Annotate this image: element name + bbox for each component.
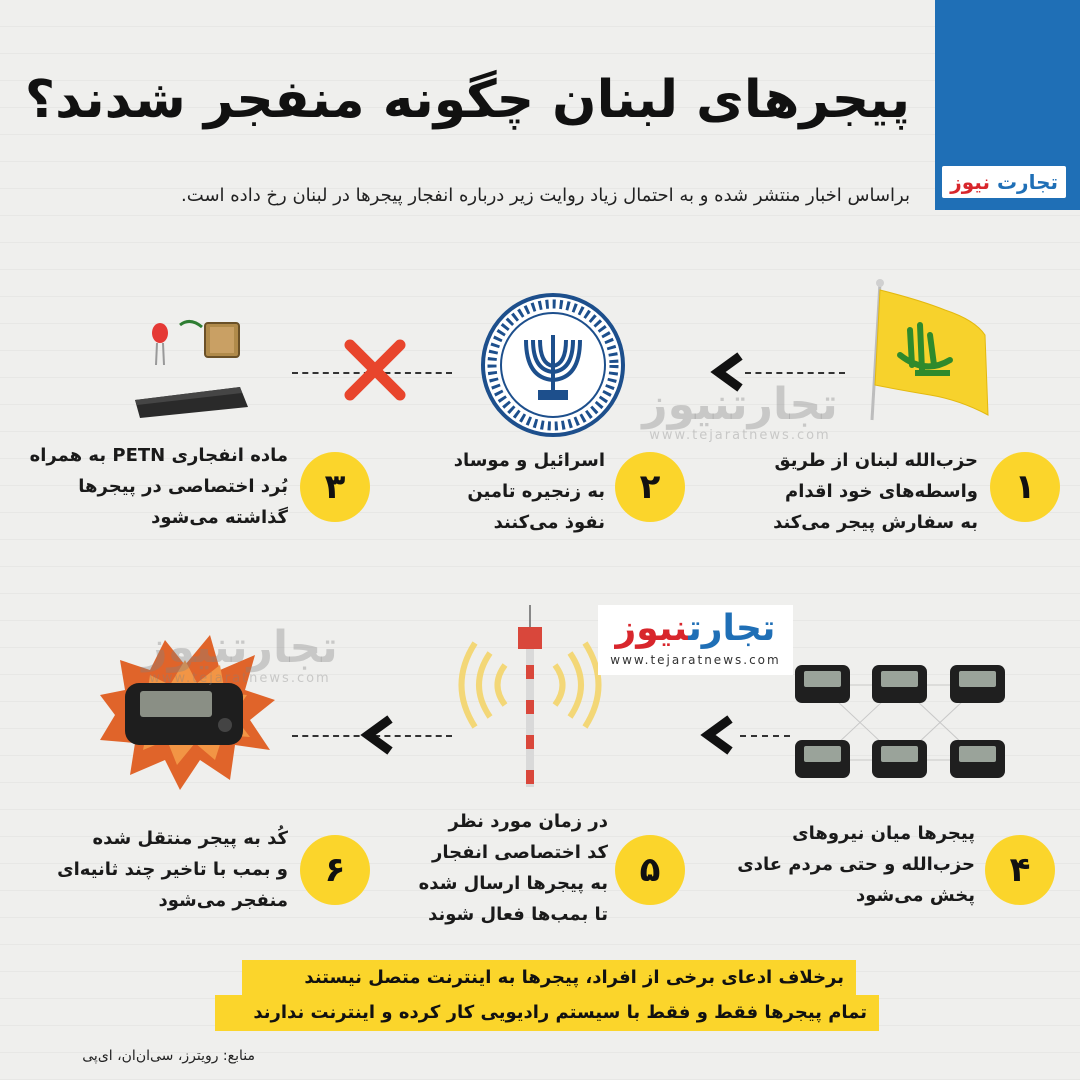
- watermark: [615, 379, 865, 443]
- pager-network-icon: [790, 660, 1010, 790]
- hezbollah-flag-icon: [850, 275, 995, 425]
- chevron-left-icon: [358, 715, 398, 755]
- connector-dash-1-2: [745, 372, 845, 374]
- step-4-line-1: پیجرها میان نیروهای: [792, 823, 975, 844]
- step-4-text: [715, 818, 975, 911]
- step-3-line-2: بُرد اختصاصی در پیجرها: [78, 476, 288, 497]
- step-2-line-1: اسرائیل و موساد: [453, 450, 605, 471]
- step-2-line-3: نفوذ می‌کنند: [493, 512, 605, 533]
- connector-dash-4-5: [740, 735, 790, 737]
- chevron-left-icon: [698, 715, 738, 755]
- watermark-name-1: تجارت: [731, 379, 838, 430]
- brand-logo: [942, 166, 1066, 198]
- step-1-line-3: به سفارش پیجر می‌کند: [773, 512, 978, 533]
- step-2-text: [410, 445, 605, 538]
- watermark: [110, 622, 370, 686]
- step-3-number: ۳: [300, 452, 370, 522]
- brand-logo-center: [598, 605, 793, 675]
- watermark-2-name-1: تجارت: [231, 622, 338, 673]
- step-4-line-2: حزب‌الله و حتی مردم عادی: [737, 854, 975, 875]
- watermark-2-url: www.tejaratnews.com: [149, 671, 331, 686]
- brand-box: [935, 0, 1080, 210]
- mossad-emblem-icon: [478, 290, 628, 440]
- page-subtitle: براساس اخبار منتشر شده و به احتمال زیاد روایت زیر درباره انفجار پیجرها در لبنان رخ داده است.: [181, 185, 910, 206]
- note-line-2: تمام پیجرها فقط و فقط با سیستم رادیویی کار کرده و اینترنت ندارند: [215, 995, 879, 1031]
- watermark-url: www.tejaratnews.com: [649, 428, 831, 443]
- step-3-line-3: گذاشته می‌شود: [151, 507, 288, 528]
- step-4-number: ۴: [985, 835, 1055, 905]
- step-6-line-3: منفجر می‌شود: [158, 890, 288, 911]
- step-6-line-2: و بمب با تاخیر چند ثانیه‌ای: [57, 859, 288, 880]
- step-1-line-2: واسطه‌های خود اقدام: [785, 481, 978, 502]
- step-5-line-2: کد اختصاصی انفجار: [432, 842, 608, 863]
- note-line-1: برخلاف ادعای برخی از افراد، پیجرها به اینترنت متصل نیستند: [242, 960, 856, 996]
- step-5-line-3: به پیجرها ارسال شده: [418, 873, 608, 894]
- step-3-line-1: ماده انفجاری PETN به همراه: [29, 445, 288, 466]
- brand-name-part2: نیوز: [950, 170, 990, 194]
- page-title: پیجرهای لبنان چگونه منفجر شدند؟: [24, 70, 910, 130]
- step-5-number: ۵: [615, 835, 685, 905]
- step-3-text: [20, 440, 288, 533]
- sources: منابع: رویترز، سی‌ان‌ان، ای‌پی: [82, 1048, 255, 1064]
- red-cross-icon: [340, 335, 410, 405]
- logo-center-name-1: تجارت: [688, 608, 776, 649]
- explosive-board-icon: [130, 315, 260, 420]
- logo-center-url: www.tejaratnews.com: [610, 653, 781, 667]
- watermark-name-2: نیوز: [642, 379, 732, 430]
- radio-tower-icon: [450, 605, 610, 790]
- step-6-line-1: کُد به پیجر منتقل شده: [92, 828, 288, 849]
- brand-name-part1: تجارت: [996, 170, 1058, 194]
- step-1-line-1: حزب‌الله لبنان از طریق: [774, 450, 978, 471]
- watermark-2-name-2: نیوز: [142, 622, 232, 673]
- step-6-number: ۶: [300, 835, 370, 905]
- step-6-text: [20, 823, 288, 916]
- step-1-text: [720, 445, 978, 538]
- logo-center-name-2: نیوز: [615, 608, 689, 649]
- step-5-line-1: در زمان مورد نظر: [448, 811, 608, 832]
- step-1-number: ۱: [990, 452, 1060, 522]
- step-4-line-3: پخش می‌شود: [855, 885, 975, 906]
- step-5-line-4: تا بمب‌ها فعال شوند: [428, 904, 608, 925]
- step-2-line-2: به زنجیره تامین: [467, 481, 605, 502]
- step-5-text: [400, 806, 608, 930]
- step-2-number: ۲: [615, 452, 685, 522]
